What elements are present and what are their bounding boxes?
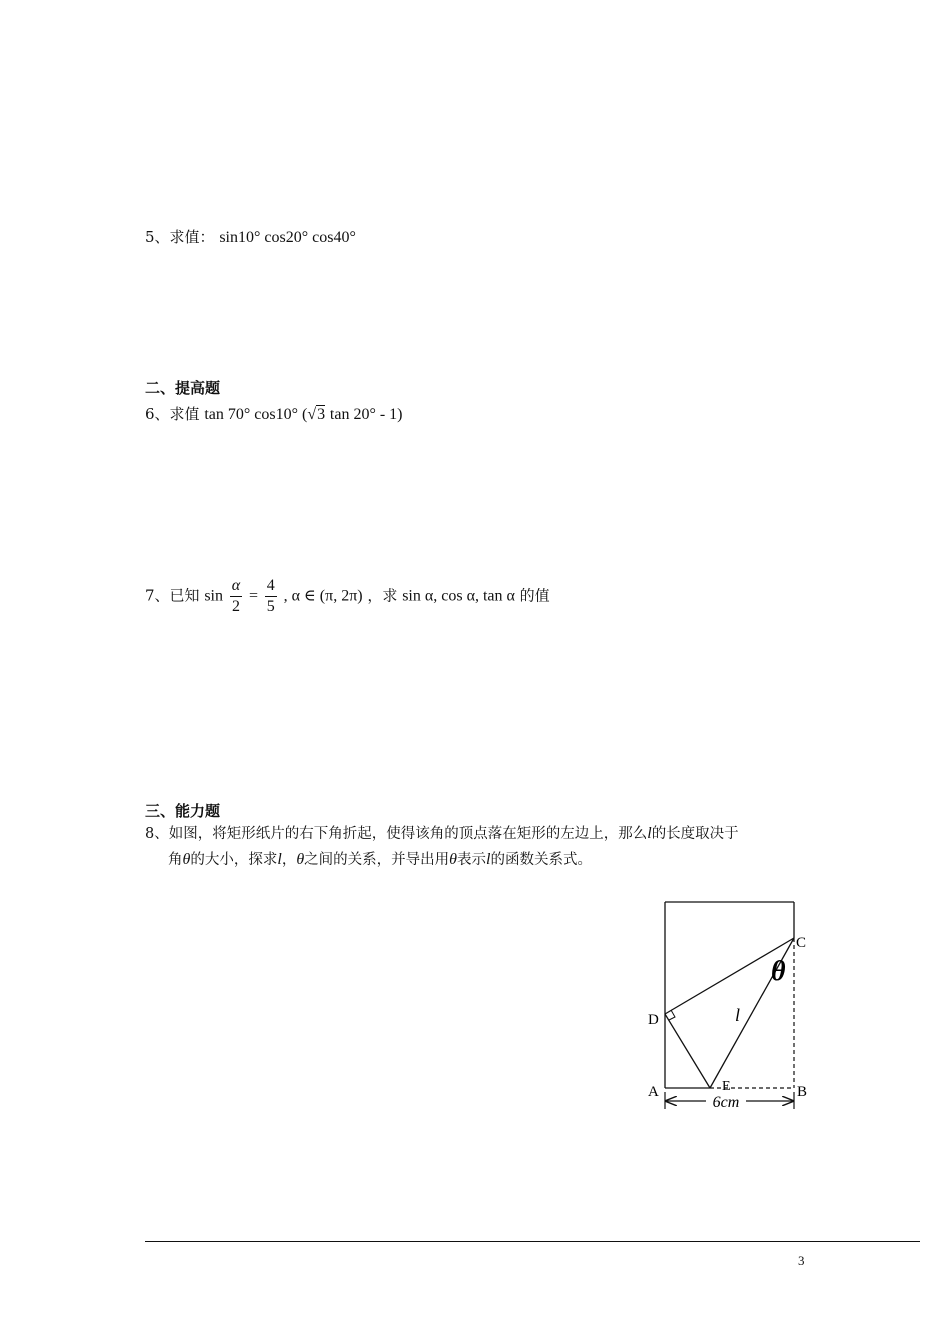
q7-frac2-numerator: 4 — [265, 576, 277, 597]
q7-frac2-denominator: 5 — [266, 598, 275, 615]
dimension-label: 6cm — [712, 1094, 740, 1111]
question-5 — [145, 226, 356, 247]
question-8-line-1 — [145, 822, 739, 843]
q5-expression: sin10° cos20° cos40° — [219, 229, 356, 246]
q6-sqrt-arg: 3 — [317, 406, 326, 423]
q7-domain: , α ∈ (π, 2π) — [283, 587, 363, 605]
q7-label: 7、已知 — [145, 586, 200, 605]
q5-label: 5、求值： — [145, 228, 215, 246]
footer-rule — [145, 1241, 920, 1242]
q7-tail-end: 的值 — [519, 586, 550, 605]
q8-line2-a: 角 — [168, 852, 183, 868]
page-number: 3 — [798, 1253, 805, 1268]
q8-line2-e: 表示 — [457, 852, 487, 868]
q7-frac1-denominator: 2 — [231, 598, 240, 615]
label-theta: θ — [771, 956, 786, 987]
label-D: D — [648, 1012, 659, 1028]
q8-line1-b: 的长度取决于 — [651, 826, 739, 842]
label-E: E — [722, 1079, 731, 1094]
q7-equals: = — [248, 587, 258, 605]
label-B: B — [797, 1084, 808, 1100]
q8-line2-c: ， — [281, 852, 297, 868]
q6-label: 6、求值 — [145, 405, 200, 423]
q6-expression-b: tan 20° - 1) — [329, 406, 403, 423]
q8-var-theta-2: θ — [296, 851, 305, 868]
label-C: C — [796, 935, 807, 951]
q8-var-theta-3: θ — [449, 851, 458, 868]
section-3-heading: 三、能力题 — [145, 802, 221, 820]
q7-fraction-4-over-5 — [265, 576, 277, 617]
q7-targets: sin α, cos α, tan α — [402, 587, 515, 605]
question-6 — [145, 403, 403, 424]
q8-var-l: l — [647, 825, 652, 842]
q7-frac1-numerator: α — [230, 576, 242, 597]
q8-line2-f: 的函数关系式。 — [490, 852, 592, 868]
q7-fraction-alpha-over-2 — [230, 576, 242, 617]
q8-line1-a: 8、如图，将矩形纸片的右下角折起，使得该角的顶点落在矩形的左边上，那么 — [145, 826, 648, 842]
label-l: l — [735, 1005, 741, 1025]
q8-line2-b: 的大小，探求 — [190, 852, 278, 868]
question-8-line-2 — [168, 848, 592, 869]
label-A: A — [648, 1084, 659, 1100]
sqrt-symbol: √ — [307, 406, 317, 423]
question-7 — [145, 576, 550, 617]
q8-var-l-3: l — [486, 851, 491, 868]
q6-expression-a: tan 70° cos10° ( — [204, 406, 308, 423]
q8-line2-d: 之间的关系，并导出用 — [304, 852, 450, 868]
q8-var-l-2: l — [277, 851, 282, 868]
folded-rectangle-figure — [630, 890, 830, 1130]
segment-DE — [665, 1014, 710, 1088]
q7-sin: sin — [204, 587, 223, 605]
section-2-heading: 二、提高题 — [145, 379, 221, 397]
q7-tail-label: ，求 — [367, 586, 398, 605]
q8-var-theta-1: θ — [182, 851, 191, 868]
